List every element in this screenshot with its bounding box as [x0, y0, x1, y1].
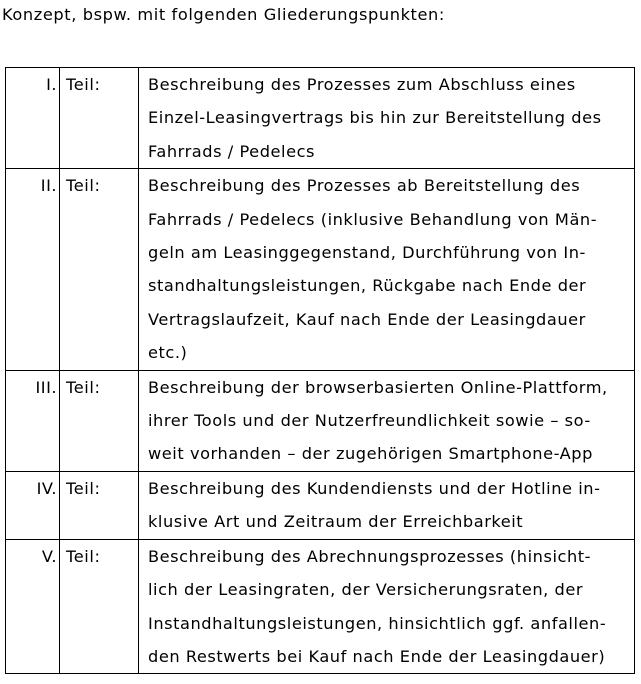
- description-line: Fahrrads / Pedelecs: [148, 141, 316, 161]
- description-line: standhaltungsleistungen, Rückgabe nach Ende der: [148, 276, 587, 296]
- section-description: [139, 370, 635, 471]
- description-line: lich der Leasingraten, der Versicherungsraten, der: [148, 580, 584, 600]
- outline-row: [6, 169, 635, 370]
- description-line: den Restwerts bei Kauf nach Ende der Leasingdauer): [148, 646, 606, 666]
- description-line: Beschreibung des Abrechnungsprozesses (hinsicht-: [148, 546, 592, 566]
- description-line: Beschreibung des Prozesses ab Bereitstellung des: [148, 176, 581, 196]
- section-number: V.: [6, 539, 60, 674]
- description-line: Fahrrads / Pedelecs (inklusive Behandlung von Män-: [148, 209, 598, 229]
- outline-row: [6, 539, 635, 674]
- section-number: II.: [6, 169, 60, 370]
- section-description: [139, 471, 635, 539]
- outline-table-body: [6, 68, 635, 674]
- section-description: [139, 169, 635, 370]
- outline-row: [6, 370, 635, 471]
- section-number: IV.: [6, 471, 60, 539]
- section-description: [139, 539, 635, 674]
- description-line: etc.): [148, 343, 188, 363]
- section-number: III.: [6, 370, 60, 471]
- intro-text: Konzept, bspw. mit folgenden Gliederungspunkten:: [2, 5, 445, 24]
- outline-row: [6, 471, 635, 539]
- section-part-label: Teil:: [60, 68, 139, 169]
- section-part-label: Teil:: [60, 539, 139, 674]
- description-line: Instandhaltungsleistungen, hinsichtlich ggf. anfallen-: [148, 613, 607, 633]
- description-line: Beschreibung des Kundendiensts und der Hotline in-: [148, 478, 601, 498]
- outline-row: [6, 68, 635, 169]
- section-part-label: Teil:: [60, 370, 139, 471]
- description-line: ihrer Tools und der Nutzerfreundlichkeit sowie – so-: [148, 411, 591, 431]
- description-line: weit vorhanden – der zugehörigen Smartphone-App: [148, 444, 593, 464]
- section-part-label: Teil:: [60, 169, 139, 370]
- outline-table: [5, 67, 635, 674]
- description-line: Beschreibung des Prozesses zum Abschluss eines: [148, 75, 576, 94]
- section-number: I.: [6, 68, 60, 169]
- description-line: geln am Leasinggegenstand, Durchführung von In-: [148, 243, 586, 263]
- description-line: Beschreibung der browserbasierten Online-Plattform,: [148, 377, 608, 397]
- description-line: klusive Art und Zeitraum der Erreichbarkeit: [148, 512, 524, 532]
- section-description: [139, 68, 635, 169]
- section-part-label: Teil:: [60, 471, 139, 539]
- description-line: Einzel-Leasingvertrags bis hin zur Bereitstellung des: [148, 108, 602, 128]
- description-line: Vertragslaufzeit, Kauf nach Ende der Leasingdauer: [148, 309, 586, 329]
